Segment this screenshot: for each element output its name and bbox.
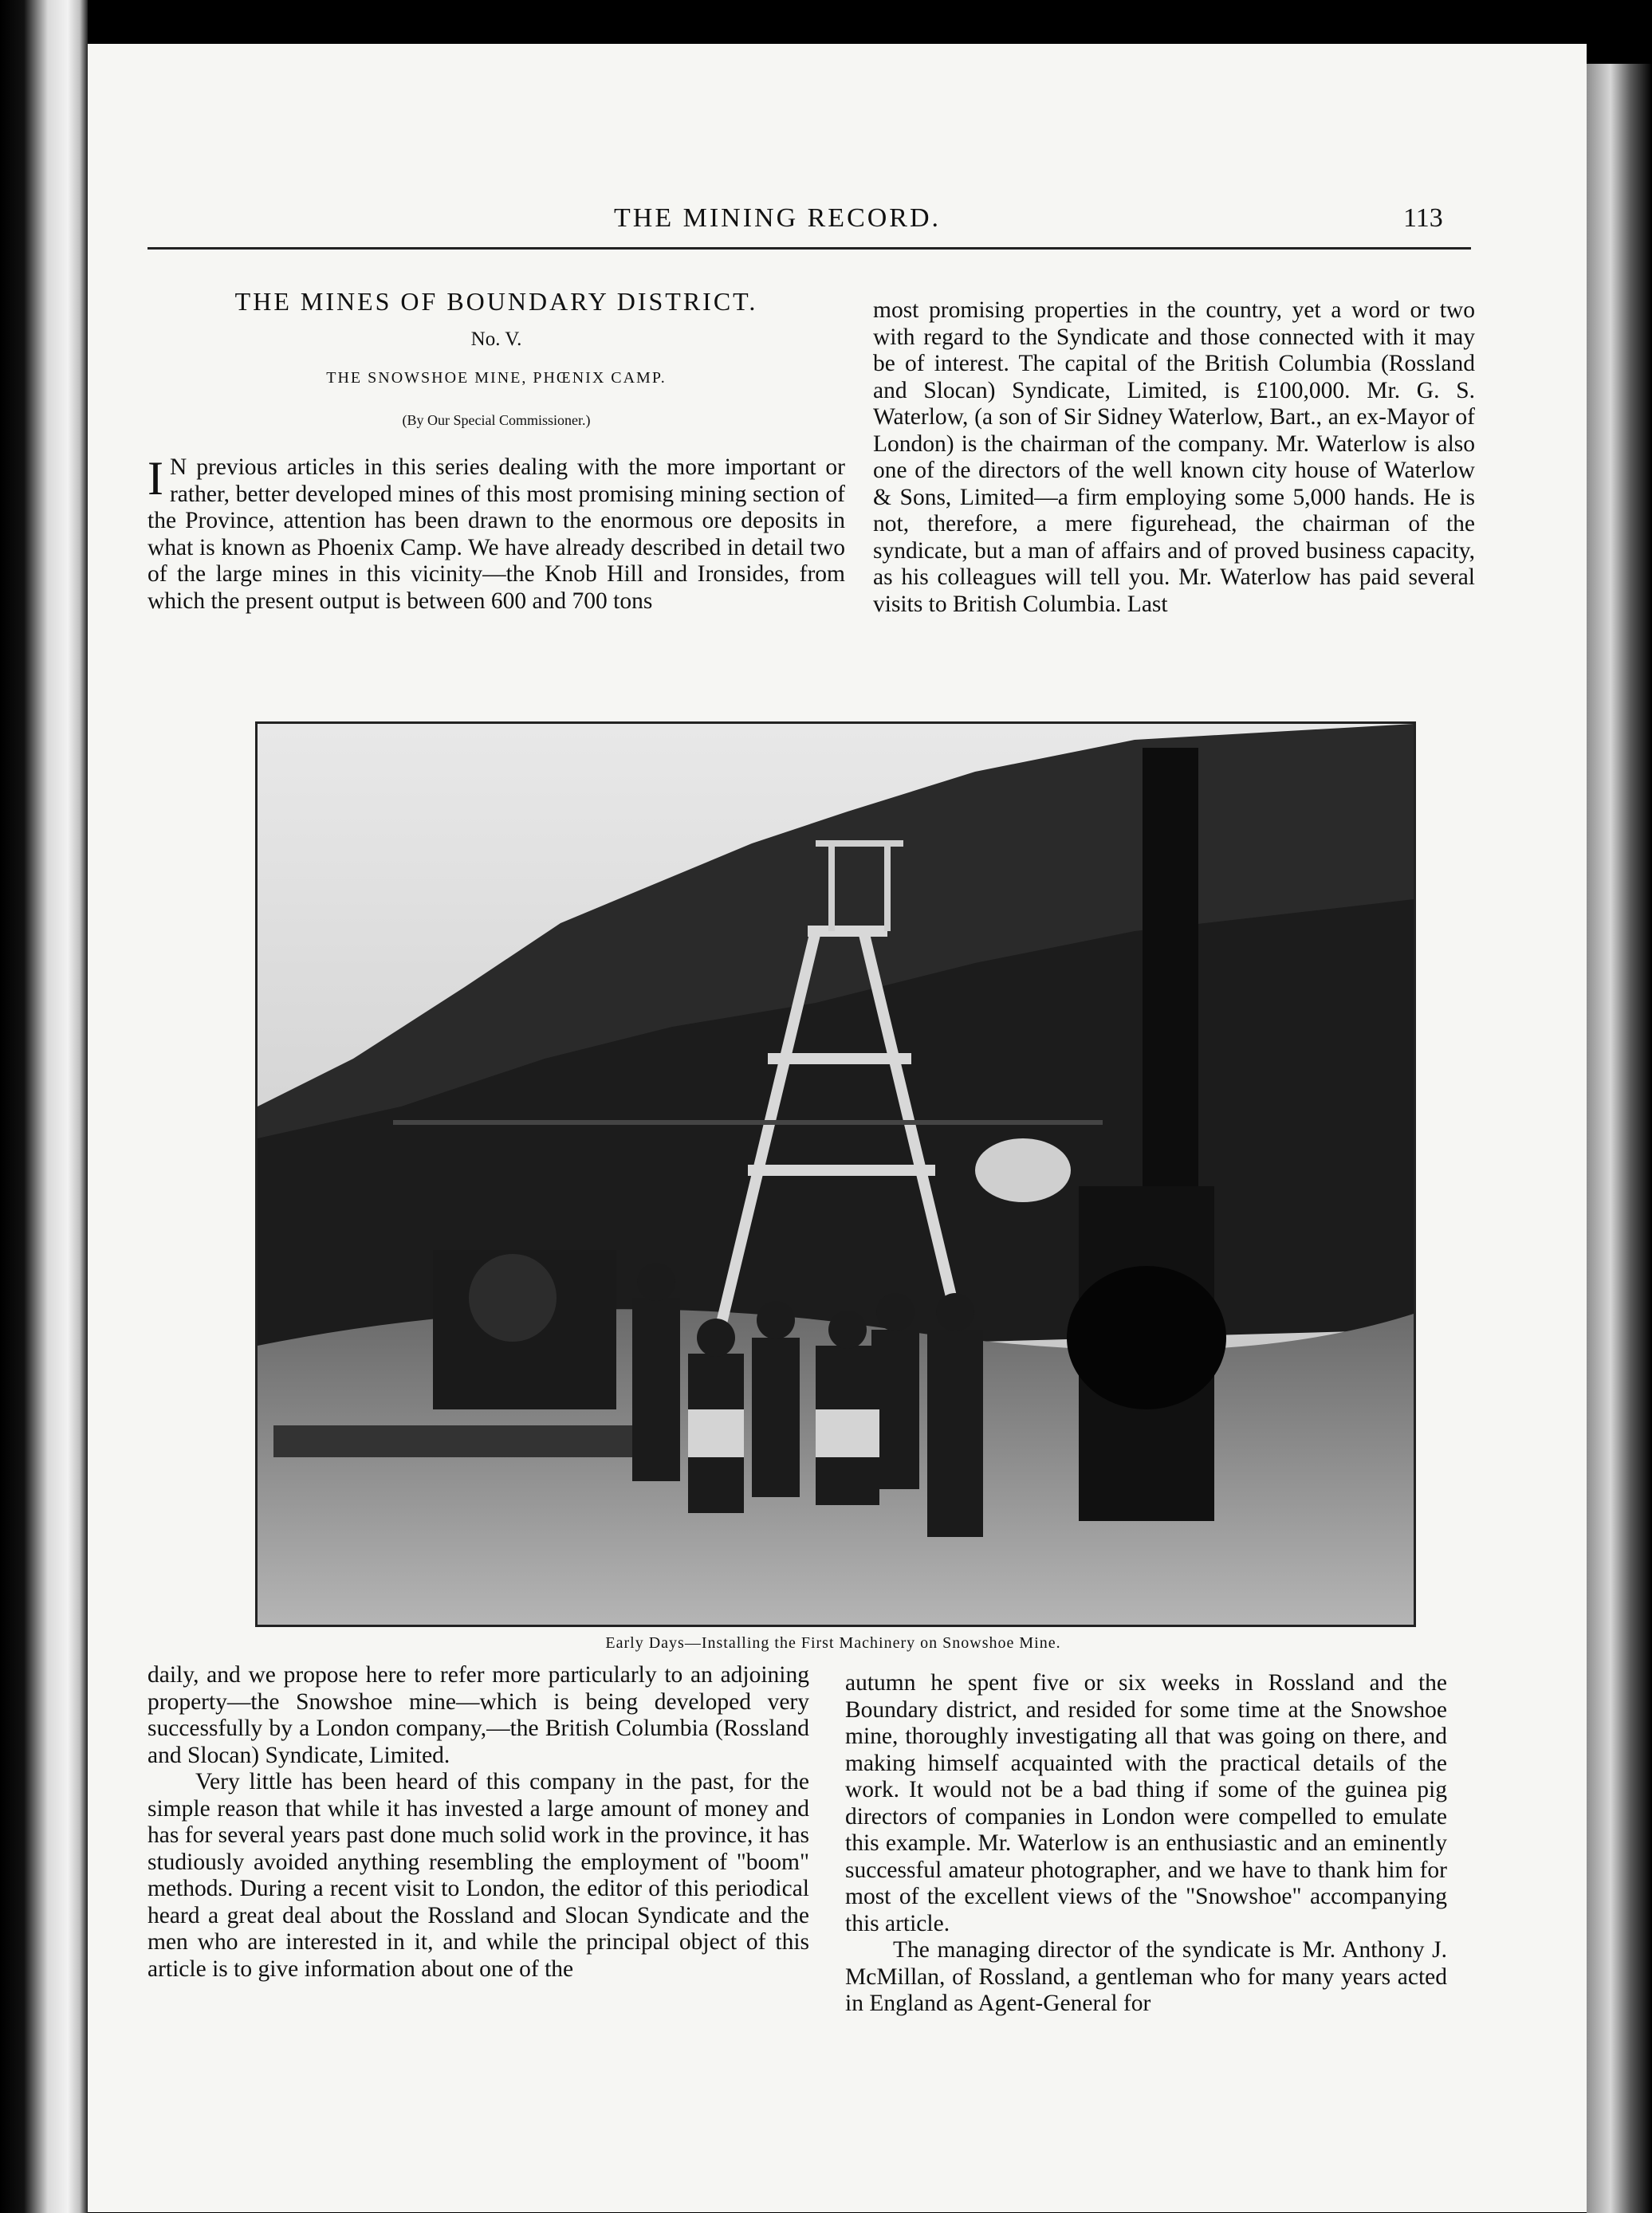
article-number: No. V.	[470, 328, 522, 350]
running-head: THE MINING RECORD.	[614, 203, 942, 233]
drop-cap: I	[148, 452, 163, 505]
photo-caption: Early Days—Installing the First Machinery on Snowshoe Mine.	[605, 1634, 1061, 1652]
article-title: THE MINES OF BOUNDARY DISTRICT.	[234, 287, 758, 316]
snowshoe-paragraph: daily, and we propose here to refer more particularly to an adjoining property—the Snowshoe mine—which is being developed very successfully by a London company,—the British Columbia (Rossland and Slocan) Syndicate, Limited.	[148, 1662, 809, 1768]
managing-director-paragraph: The managing director of the syndicate is Mr. Anthony J. McMillan, of Rossland, a gentleman who for many years acted in England as Agent-General for	[845, 1937, 1447, 2016]
scan-left-edge	[0, 0, 88, 2213]
left-column-top	[148, 454, 845, 615]
intro-paragraph-text: N previous articles in this series dealing with the more important or rather, better developed mines of this most promising mining section of the Province, attention has been drawn to the enormous ore deposits in what is known as Phoenix Camp. We have already described in detail two of the large mines in this vicinity—the Knob Hill and Ironsides, from which the present output is between 600 and 700 tons	[148, 454, 845, 614]
intro-paragraph	[148, 454, 845, 615]
company-paragraph: Very little has been heard of this company in the past, for the simple reason that while it has invested a large amount of money and has for several years past done much solid work in the province, it has studiously avoided anything resembling the employment of "boom" methods. During a recent visit to London, the editor of this periodical heard a great deal about the Rossland and Slocan Syndicate and the men who are interested in it, and while the principal object of this article is to give information about one of the	[148, 1769, 809, 1982]
left-column-bottom	[148, 1662, 809, 1983]
syndicate-paragraph: most promising properties in the country, yet a word or two with regard to the Syndicate and those connected with it may be of interest. The capital of the British Columbia (Rossland and Slocan) Syndicate, Limited, is £100,000. Mr. G. S. Waterlow, (a son of Sir Sidney Waterlow, Bart., an ex-Mayor of London) is the chairman of the company. Mr. Waterlow is also one of the directors of the well known city house of Waterlow & Sons, Limited—a firm employing some 5,000 hands. He is not, therefore, a mere figurehead, the chairman of the syndicate, but a man of affairs and of proved business capacity, as his colleagues will tell you. Mr. Waterlow has paid several visits to British Columbia. Last	[873, 297, 1475, 617]
mine-photograph	[255, 721, 1416, 1627]
header-rule	[148, 247, 1471, 250]
page-number: 113	[1403, 203, 1443, 233]
article-byline: (By Our Special Commissioner.)	[402, 412, 591, 428]
scan-right-edge	[1587, 64, 1652, 2213]
waterlow-visit-paragraph: autumn he spent five or six weeks in Rossland and the Boundary district, and resided for some time at the Snowshoe mine, thoroughly investigating all that was going on there, and making himself acquainted with the practical details of the work. It would not be a bad thing if some of the guinea pig directors of companies in London were compelled to emulate this example. Mr. Waterlow is an enthusiastic and an eminently successful amateur photographer, and we have to thank him for most of the excellent views of the "Snowshoe" accompanying this article.	[845, 1670, 1447, 1936]
right-column-bottom	[845, 1670, 1447, 2018]
mine-photograph-image	[258, 724, 1414, 1625]
right-column-top	[873, 297, 1475, 618]
article-subtitle: THE SNOWSHOE MINE, PHŒNIX CAMP.	[326, 369, 667, 387]
